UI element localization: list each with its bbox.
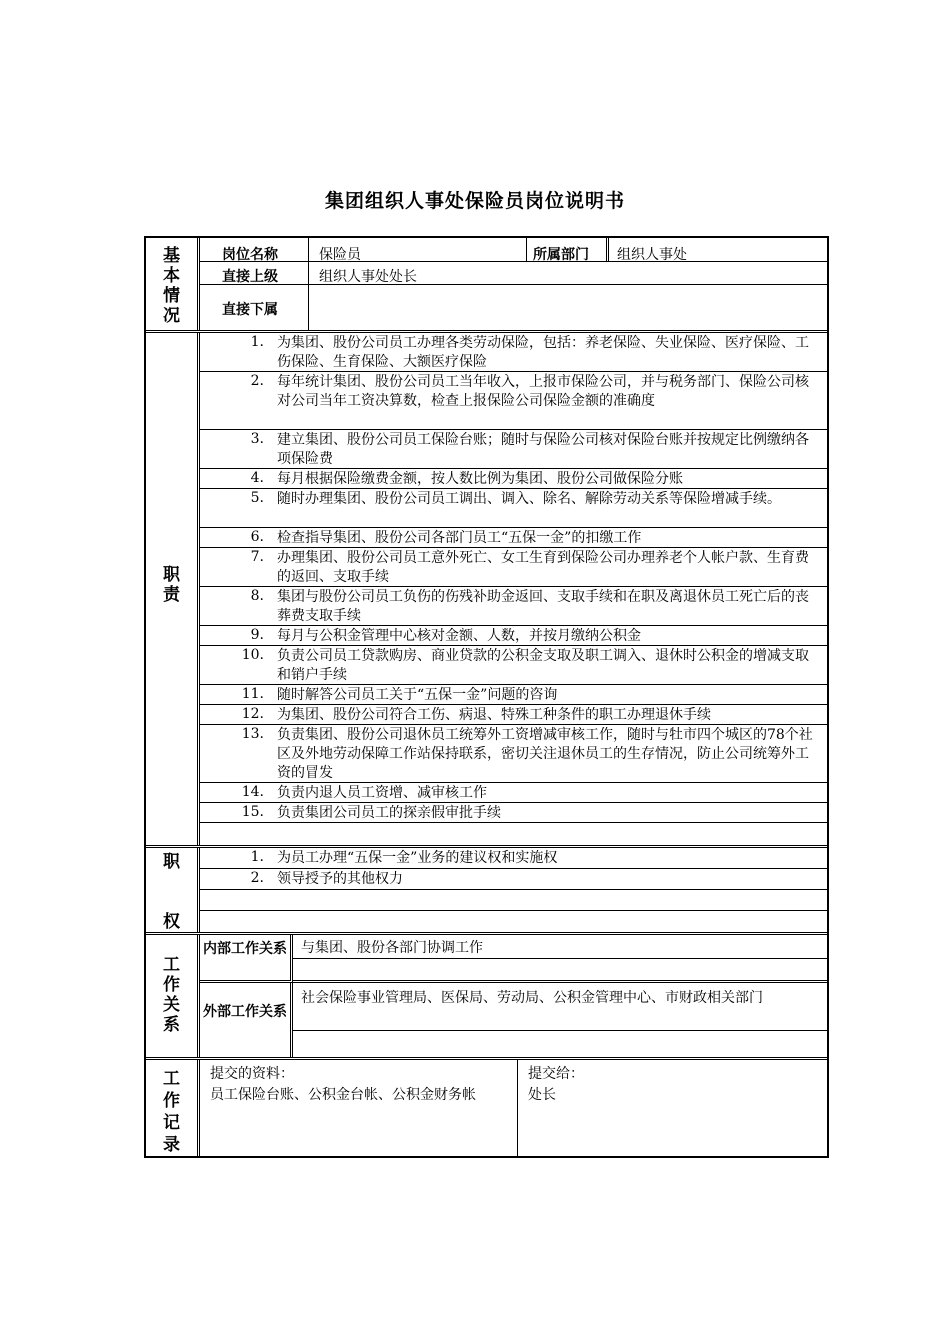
external-relations-value: 社会保险事业管理局、医保局、劳动局、公积金管理中心、市财政相关部门	[293, 983, 827, 1031]
duty-number: 1.	[250, 334, 264, 350]
submitted-materials-label: 提交的资料：	[210, 1066, 294, 1082]
duty-number: 13.	[241, 726, 264, 742]
duty-item	[200, 685, 827, 705]
superior-value: 组织人事处处长	[308, 262, 827, 284]
duty-item	[200, 725, 827, 783]
subordinate-label: 直接下属	[222, 302, 278, 318]
duty-number: 7.	[250, 549, 264, 565]
duty-item	[200, 705, 827, 725]
duty-item	[200, 430, 827, 469]
duty-text: 集团与股份公司员工负伤的伤残补助金返回、支取手续和在职及离退休员工死亡后的丧葬费支取手续	[277, 589, 809, 624]
duty-number: 8.	[250, 588, 264, 604]
page-title: 集团组织人事处保险员岗位说明书	[324, 190, 625, 212]
duty-item	[200, 528, 827, 548]
authority-blank-row	[200, 890, 827, 911]
duty-text: 办理集团、股份公司员工意外死亡、女工生育到保险公司办理养老个人帐户款、生育费的返回、支取手续	[277, 550, 809, 585]
duty-number: 9.	[250, 627, 264, 643]
duty-text: 每年统计集团、股份公司员工当年收入，上报市保险公司，并与税务部门、保险公司核对公司当年工资决算数，检查上报保险公司保险金额的准确度	[277, 374, 809, 409]
authority-label-bottom: 权	[163, 912, 180, 932]
duty-number: 10.	[241, 647, 264, 663]
records-section	[146, 1060, 827, 1156]
internal-relations-label: 内部工作关系	[200, 935, 293, 983]
submit-to-label: 提交给：	[528, 1066, 584, 1082]
duty-number: 2.	[250, 373, 264, 389]
duty-item	[200, 372, 827, 430]
authority-number: 1.	[250, 849, 264, 865]
duty-item	[200, 333, 827, 372]
duty-number: 15.	[241, 804, 264, 820]
position-row	[200, 238, 827, 262]
records-label: 工 作 记 录	[146, 1060, 200, 1156]
duty-text: 每月根据保险缴费金额，按人数比例为集团、股份公司做保险分账	[277, 471, 683, 487]
duty-text: 负责集团公司员工的探亲假审批手续	[277, 805, 501, 821]
duty-number: 11.	[241, 686, 264, 702]
authority-number: 2.	[250, 870, 264, 886]
duty-number: 6.	[250, 529, 264, 545]
authority-blank-row	[200, 911, 827, 933]
duty-text: 负责集团、股份公司退休员工统筹外工资增减审核工作，随时与牡市四个城区的78个社区及外地劳动保障工作站保持联系，密切关注退休员工的生存情况，防止公司统筹外工资的冒发	[277, 727, 813, 781]
authority-item	[200, 869, 827, 890]
submit-to-value: 处长	[528, 1087, 556, 1103]
authority-text: 领导授予的其他权力	[277, 871, 403, 887]
duty-text: 每月与公积金管理中心核对金额、人数，并按月缴纳公积金	[277, 628, 641, 644]
duty-blank-row	[200, 823, 827, 846]
duty-number: 14.	[241, 784, 264, 800]
duty-item	[200, 469, 827, 489]
duty-item	[200, 803, 827, 823]
duty-text: 负责内退人员工资增、减审核工作	[277, 785, 487, 801]
duty-item	[200, 587, 827, 626]
department-value: 组织人事处	[606, 238, 827, 261]
duty-text: 建立集团、股份公司员工保险台账；随时与保险公司核对保险台账并按规定比例缴纳各项保险费	[277, 432, 809, 467]
authority-section	[146, 848, 827, 935]
subordinate-value	[308, 285, 827, 331]
department-label: 所属部门	[526, 238, 606, 261]
subordinate-row	[200, 285, 827, 331]
authority-label	[146, 848, 200, 932]
basic-info-section	[146, 238, 827, 333]
position-name-label: 岗位名称	[222, 247, 278, 263]
internal-relations-value: 与集团、股份各部门协调工作	[293, 935, 827, 959]
duty-text: 随时解答公司员工关于“五保一金”问题的咨询	[277, 687, 558, 703]
superior-label: 直接上级	[222, 269, 278, 285]
duty-text: 为集团、股份公司员工办理各类劳动保险，包括：养老保险、失业保险、医疗保险、工伤保险、生育保险、大额医疗保险	[277, 335, 809, 370]
duty-number: 4.	[250, 470, 264, 486]
duty-number: 3.	[250, 431, 264, 447]
superior-row	[200, 262, 827, 285]
relations-label: 工 作 关 系	[146, 935, 200, 1057]
duty-text: 负责公司员工贷款购房、商业贷款的公积金支取及职工调入、退休时公积金的增减支取和销户手续	[277, 648, 809, 683]
authority-label-top: 职	[163, 852, 180, 872]
duty-text: 检查指导集团、股份公司各部门员工“五保一金”的扣缴工作	[277, 530, 642, 546]
duty-item	[200, 548, 827, 587]
duty-item	[200, 783, 827, 803]
internal-relations-blank	[293, 959, 827, 983]
duty-number: 12.	[241, 706, 264, 722]
duty-text: 为集团、股份公司符合工伤、病退、特殊工种条件的职工办理退休手续	[277, 707, 711, 723]
duty-number: 5.	[250, 490, 264, 506]
duty-text: 随时办理集团、股份公司员工调出、调入、除名、解除劳动关系等保险增减手续。	[277, 491, 781, 507]
duties-label: 职 责	[146, 333, 200, 845]
duty-item	[200, 646, 827, 685]
duty-item	[200, 626, 827, 646]
position-name-value: 保险员	[308, 238, 526, 261]
external-relations-label: 外部工作关系	[200, 983, 293, 1058]
submit-to	[518, 1060, 827, 1156]
job-description-table	[144, 236, 829, 1158]
duties-section	[146, 333, 827, 848]
authority-text: 为员工办理“五保一金”业务的建议权和实施权	[277, 850, 558, 866]
authority-item	[200, 848, 827, 869]
submitted-materials-value: 员工保险台账、公积金台帐、公积金财务帐	[210, 1087, 476, 1103]
relations-section	[146, 935, 827, 1060]
duty-item	[200, 489, 827, 528]
basic-info-label: 基 本 情 况	[146, 238, 200, 330]
submitted-materials	[200, 1060, 518, 1156]
external-relations-blank	[293, 1031, 827, 1058]
